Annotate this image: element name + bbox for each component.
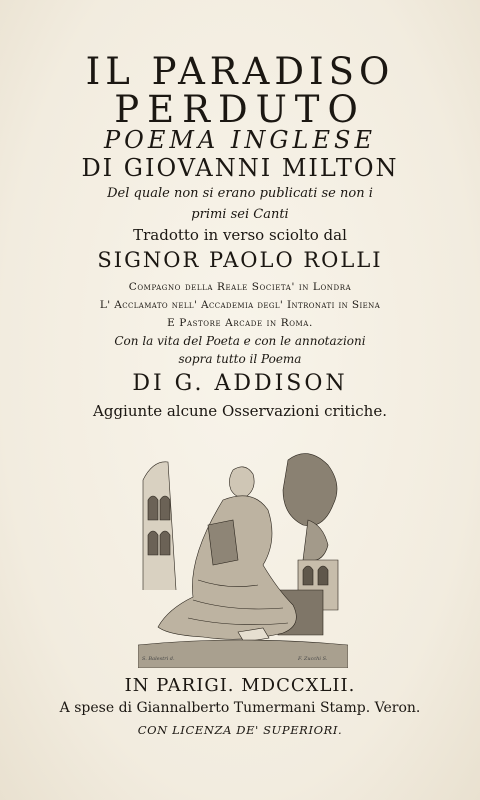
- imprint-place-date: IN PARIGI. MDCCXLII.: [124, 675, 356, 696]
- additions-line: Aggiunte alcune Osservazioni critiche.: [93, 402, 387, 420]
- engraver-signature-right: F. Zucchi S.: [298, 656, 328, 662]
- translator-credit-2: L' Acclamato nell' Accademia degl' Intronati in Siena: [99, 299, 381, 311]
- imprint-license: CON LICENZA DE' SUPERIORI.: [137, 723, 343, 737]
- subtitle-line: POEMA INGLESE: [104, 126, 376, 154]
- commentator-name: DI G. ADDISON: [132, 371, 348, 396]
- frontispiece-engraving: [138, 440, 348, 668]
- title-line-2: PERDUTO: [114, 88, 366, 131]
- note-line-2: primi sei Canti: [191, 207, 289, 222]
- contents-line-2: sopra tutto il Poema: [178, 352, 302, 366]
- translator-name: SIGNOR PAOLO ROLLI: [97, 248, 383, 272]
- contents-line-1: Con la vita del Poeta e con le annotazioni: [114, 334, 366, 348]
- translator-credit-1: Compagno della Reale Societa' in Londra: [128, 281, 352, 293]
- note-line-1: Del quale non si erano publicati se non i: [107, 186, 373, 201]
- translation-line: Tradotto in verso sciolto dal: [133, 226, 347, 244]
- engraver-signature-left: S. Balestri d.: [142, 656, 175, 662]
- translator-credit-3: E Pastore Arcade in Roma.: [167, 317, 313, 329]
- author-line: DI GIOVANNI MILTON: [81, 154, 399, 182]
- imprint-printer: A spese di Giannalberto Tumermani Stamp. Veron.: [59, 700, 421, 716]
- title-line-1: IL PARADISO: [85, 50, 395, 93]
